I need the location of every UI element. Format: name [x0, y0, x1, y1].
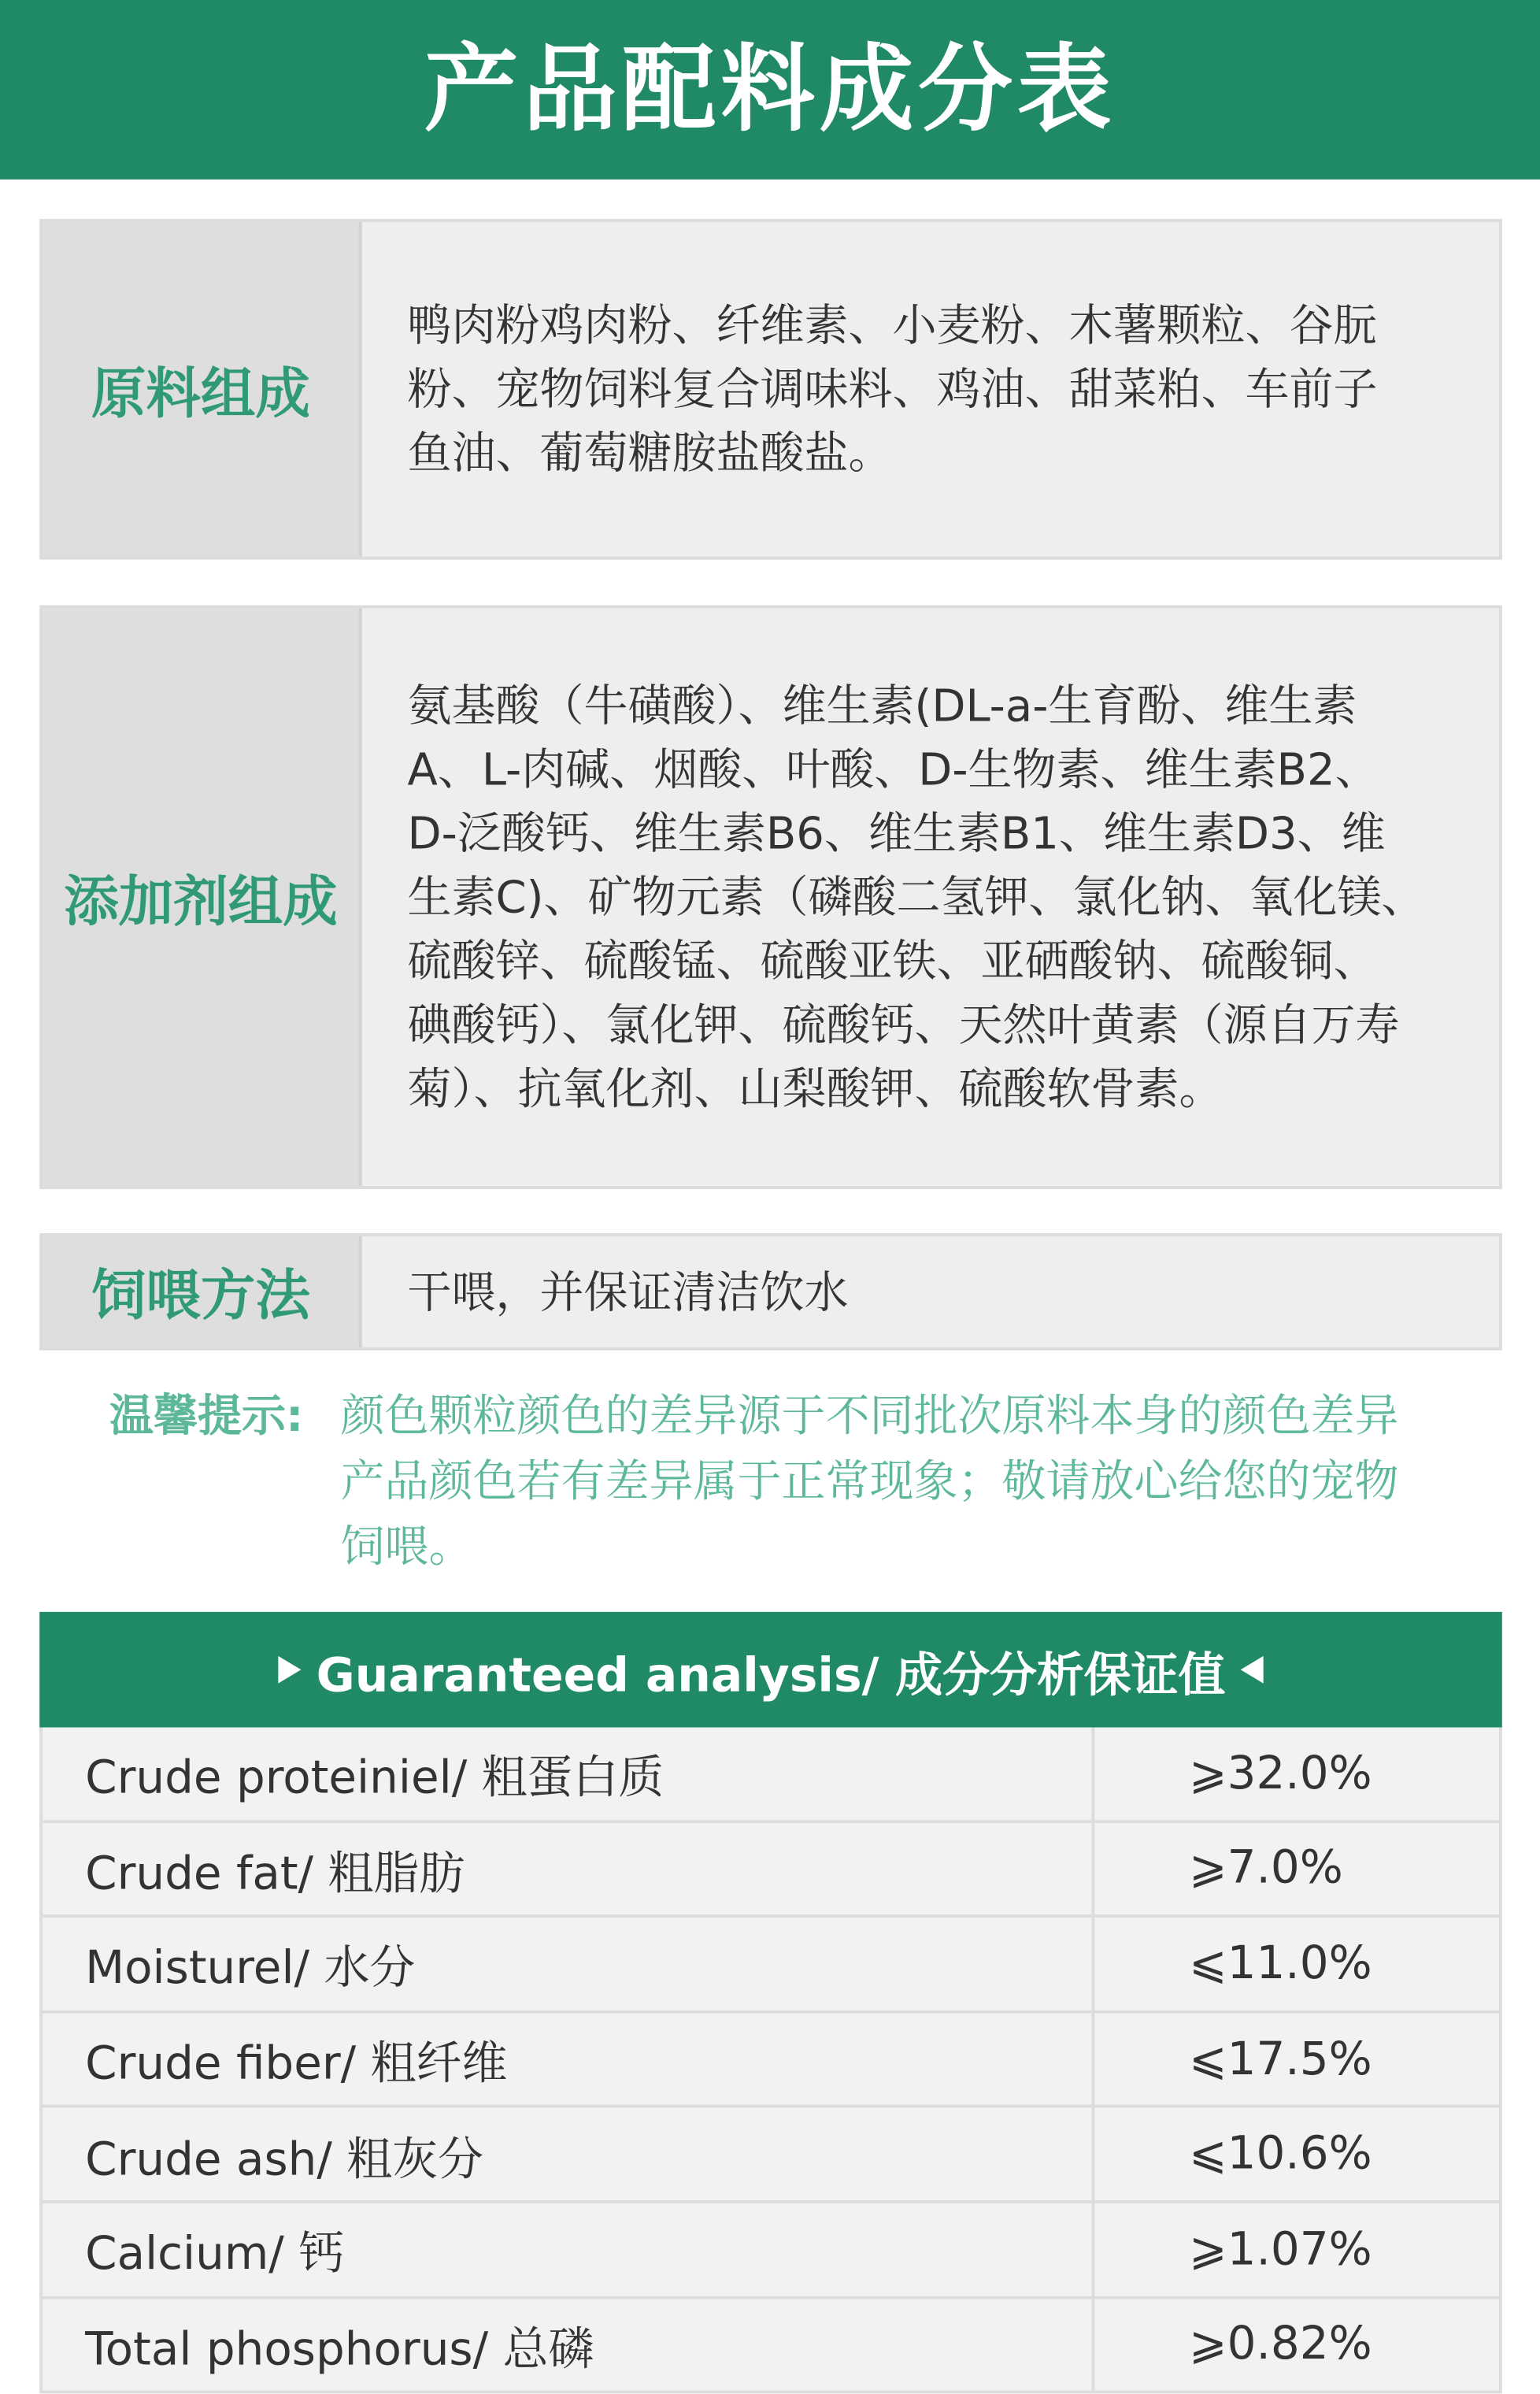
additives-line: 生素C)、矿物元素（磷酸二氢钾、氯化钠、氧化镁、 — [407, 871, 1426, 924]
ingredients-line: 鱼油、葡萄糖胺盐酸盐。 — [407, 427, 893, 480]
feeding-label: 饲喂方法 — [43, 1236, 362, 1347]
ingredients-table — [39, 219, 1502, 560]
ingredients-line: 粉、宠物饲料复合调味料、鸡油、甜菜粕、车前子 — [407, 363, 1378, 416]
guaranteed-analysis-table — [39, 1612, 1502, 2394]
table-row — [43, 1918, 1499, 2013]
nutrient-name: Calcium/ 钙 — [43, 2203, 1094, 2296]
nutrient-name: Moisturel/ 水分 — [43, 1918, 1094, 2010]
additives-line: A、L-肉碱、烟酸、叶酸、D-生物素、维生素B2、 — [407, 743, 1379, 795]
additives-line: D-泛酸钙、维生素B6、维生素B1、维生素D3、维 — [407, 807, 1386, 860]
ingredients-label: 原料组成 — [43, 222, 362, 557]
tip-note — [109, 1384, 1478, 1580]
nutrient-value: ⩾32.0% — [1189, 1747, 1372, 1800]
triangle-right-icon — [278, 1656, 301, 1684]
table-row — [43, 2013, 1499, 2108]
additives-line: 硫酸锌、硫酸锰、硫酸亚铁、亚硒酸钠、硫酸铜、 — [407, 935, 1378, 988]
table-row — [43, 2108, 1499, 2203]
nutrient-value: ⩾1.07% — [1189, 2222, 1372, 2277]
analysis-rows — [39, 1728, 1502, 2394]
table-row — [43, 2203, 1499, 2299]
nutrient-name: Crude ash/ 粗灰分 — [43, 2108, 1094, 2200]
title-banner — [0, 0, 1540, 180]
analysis-header — [39, 1612, 1502, 1728]
additives-text — [408, 673, 1426, 1121]
table-row — [43, 1822, 1499, 1918]
additives-line: 氨基酸（牛磺酸）、维生素(DL-a-生育酚、维生素 — [407, 680, 1357, 732]
ingredients-line: 鸭肉粉鸡肉粉、纤维素、小麦粉、木薯颗粒、谷朊 — [407, 299, 1378, 352]
tip-line: 饲喂。 — [340, 1521, 473, 1573]
table-row — [43, 2299, 1499, 2394]
additives-value — [362, 608, 1499, 1186]
nutrient-name: Total phosphorus/ 总磷 — [43, 2299, 1094, 2391]
nutrient-name: Crude fat/ 粗脂肪 — [43, 1822, 1094, 1914]
table-row — [43, 1728, 1499, 1823]
tip-text — [341, 1384, 1478, 1580]
feeding-value: 干喂，并保证清洁饮水 — [407, 1266, 849, 1318]
page-title: 产品配料成分表 — [424, 33, 1116, 145]
nutrient-name: Crude proteiniel/ 粗蛋白质 — [43, 1728, 1094, 1820]
nutrient-value: ⩽10.6% — [1189, 2127, 1372, 2181]
nutrient-value: ⩽11.0% — [1189, 1937, 1372, 1991]
analysis-title: Guaranteed analysis/ 成分分析保证值 — [316, 1647, 1226, 1703]
ingredients-value — [362, 222, 1499, 557]
additives-label: 添加剂组成 — [43, 608, 362, 1186]
tip-line: 颜色颗粒颜色的差异源于不同批次原料本身的颜色差异 — [340, 1389, 1399, 1442]
ingredients-text — [408, 294, 1378, 485]
additives-line: 菊）、抗氧化剂、山梨酸钾、硫酸软骨素。 — [407, 1062, 1223, 1115]
nutrient-value: ⩾0.82% — [1189, 2318, 1372, 2372]
feeding-table — [39, 1233, 1502, 1351]
additives-table — [39, 606, 1502, 1190]
tip-line: 产品颜色若有差异属于正常现象；敬请放心给您的宠物 — [340, 1455, 1399, 1507]
nutrient-value: ⩾7.0% — [1189, 1842, 1343, 1896]
triangle-left-icon — [1241, 1656, 1264, 1684]
additives-line: 碘酸钙）、氯化钾、硫酸钙、天然叶黄素（源自万寿 — [407, 999, 1400, 1051]
nutrient-value: ⩽17.5% — [1189, 2032, 1372, 2086]
tip-label: 温馨提示: — [109, 1389, 304, 1442]
nutrient-name: Crude fiber/ 粗纤维 — [43, 2013, 1094, 2105]
